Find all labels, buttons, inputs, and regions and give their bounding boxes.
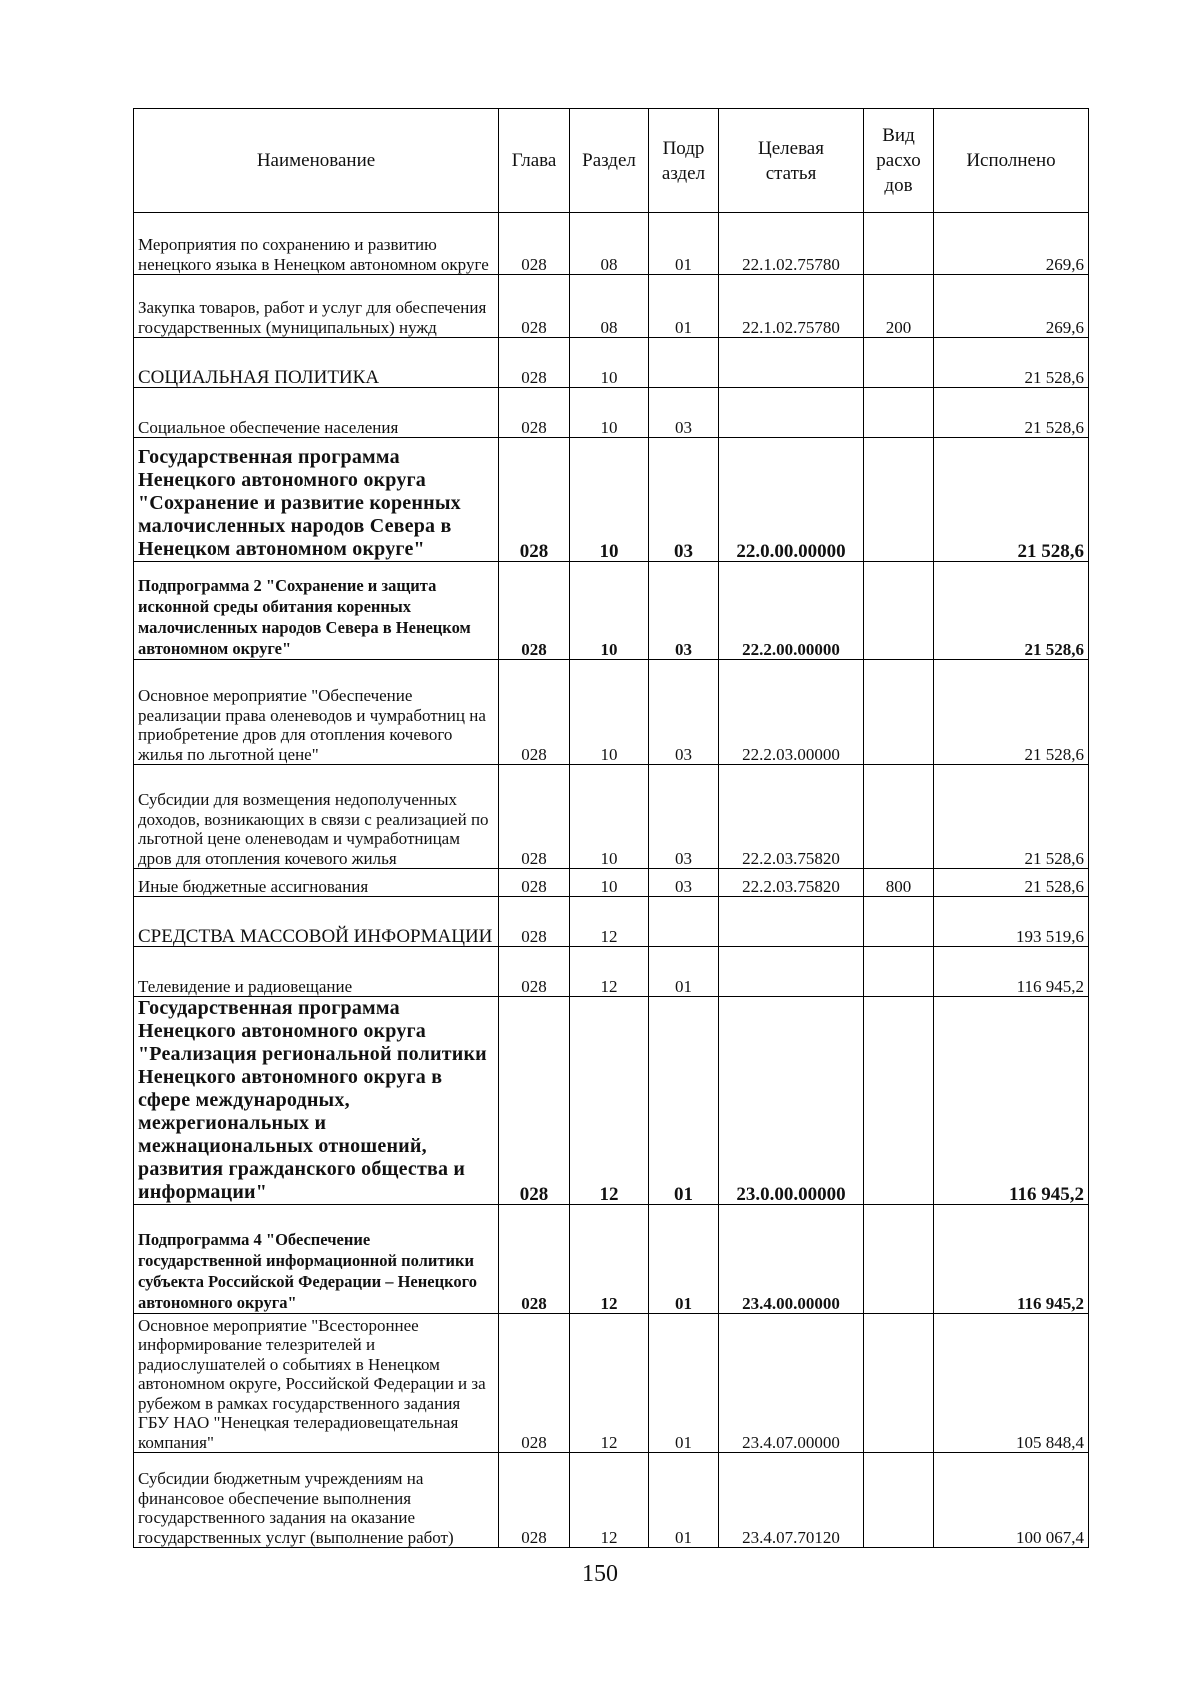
row-target: 22.2.03.75820 bbox=[719, 869, 864, 897]
row-subsection: 01 bbox=[649, 1453, 719, 1548]
row-amount: 269,6 bbox=[934, 213, 1089, 275]
table-row bbox=[134, 388, 1089, 438]
row-name: Основное мероприятие "Обеспечение реализации права оленеводов и чумработниц на приобретение дров для отопления кочевого жилья по льготной цене" bbox=[134, 660, 499, 765]
row-type bbox=[864, 388, 934, 438]
row-chapter: 028 bbox=[499, 1453, 570, 1548]
row-amount: 116 945,2 bbox=[934, 947, 1089, 997]
row-target: 22.1.02.75780 bbox=[719, 275, 864, 338]
table-row bbox=[134, 997, 1089, 1205]
row-chapter: 028 bbox=[499, 338, 570, 388]
row-chapter: 028 bbox=[499, 869, 570, 897]
row-subsection: 03 bbox=[649, 660, 719, 765]
budget-table bbox=[133, 108, 1089, 1548]
header-target-article: Целевая статья bbox=[719, 109, 864, 213]
row-type: 800 bbox=[864, 869, 934, 897]
header-expense-type: Вид расхо дов bbox=[864, 109, 934, 213]
row-target: 23.0.00.00000 bbox=[719, 997, 864, 1205]
row-target: 23.4.07.70120 bbox=[719, 1453, 864, 1548]
table-row bbox=[134, 765, 1089, 869]
header-name: Наименование bbox=[134, 109, 499, 213]
row-amount: 21 528,6 bbox=[934, 438, 1089, 562]
row-chapter: 028 bbox=[499, 947, 570, 997]
row-subsection: 03 bbox=[649, 388, 719, 438]
row-subsection: 03 bbox=[649, 562, 719, 660]
row-section: 10 bbox=[570, 338, 649, 388]
table-row bbox=[134, 1453, 1089, 1548]
row-chapter: 028 bbox=[499, 275, 570, 338]
row-subsection bbox=[649, 897, 719, 947]
row-name: СОЦИАЛЬНАЯ ПОЛИТИКА bbox=[134, 338, 499, 388]
row-section: 12 bbox=[570, 997, 649, 1205]
row-section: 12 bbox=[570, 897, 649, 947]
row-type: 200 bbox=[864, 275, 934, 338]
row-type bbox=[864, 562, 934, 660]
row-name: Иные бюджетные ассигнования bbox=[134, 869, 499, 897]
row-chapter: 028 bbox=[499, 765, 570, 869]
row-amount: 21 528,6 bbox=[934, 660, 1089, 765]
header-chapter: Глава bbox=[499, 109, 570, 213]
row-section: 10 bbox=[570, 438, 649, 562]
row-type bbox=[864, 438, 934, 562]
row-type bbox=[864, 1205, 934, 1314]
table-row bbox=[134, 660, 1089, 765]
row-type bbox=[864, 660, 934, 765]
row-target bbox=[719, 338, 864, 388]
row-chapter: 028 bbox=[499, 1205, 570, 1314]
header-executed: Исполнено bbox=[934, 109, 1089, 213]
row-type bbox=[864, 1453, 934, 1548]
table-row bbox=[134, 1205, 1089, 1314]
row-name: Государственная программа Ненецкого автономного округа "Реализация региональной политики Ненецкого автономного округа в сфере международных, межрегиональных и межнациональных отношений, развития гражданского общества и информации" bbox=[134, 997, 499, 1205]
table-row bbox=[134, 338, 1089, 388]
row-chapter: 028 bbox=[499, 1314, 570, 1453]
row-target bbox=[719, 947, 864, 997]
row-name: Социальное обеспечение населения bbox=[134, 388, 499, 438]
row-target: 22.2.03.75820 bbox=[719, 765, 864, 869]
row-chapter: 028 bbox=[499, 438, 570, 562]
row-name: Мероприятия по сохранению и развитию ненецкого языка в Ненецком автономном округе bbox=[134, 213, 499, 275]
row-amount: 105 848,4 bbox=[934, 1314, 1089, 1453]
row-chapter: 028 bbox=[499, 213, 570, 275]
row-name: Подпрограмма 4 "Обеспечение государственной информационной политики субъекта Российской Федерации – Ненецкого автономного округа" bbox=[134, 1205, 499, 1314]
row-subsection: 03 bbox=[649, 765, 719, 869]
row-subsection: 03 bbox=[649, 869, 719, 897]
table-row bbox=[134, 869, 1089, 897]
row-chapter: 028 bbox=[499, 897, 570, 947]
row-subsection bbox=[649, 338, 719, 388]
table-row bbox=[134, 213, 1089, 275]
row-type bbox=[864, 213, 934, 275]
table-row bbox=[134, 1314, 1089, 1453]
row-amount: 21 528,6 bbox=[934, 338, 1089, 388]
row-chapter: 028 bbox=[499, 997, 570, 1205]
row-target: 23.4.00.00000 bbox=[719, 1205, 864, 1314]
row-type bbox=[864, 997, 934, 1205]
row-amount: 116 945,2 bbox=[934, 997, 1089, 1205]
row-type bbox=[864, 765, 934, 869]
table-row bbox=[134, 275, 1089, 338]
row-chapter: 028 bbox=[499, 660, 570, 765]
row-name: Подпрограмма 2 "Сохранение и защита исконной среды обитания коренных малочисленных народов Севера в Ненецком автономном округе" bbox=[134, 562, 499, 660]
table-row bbox=[134, 438, 1089, 562]
row-section: 12 bbox=[570, 1314, 649, 1453]
row-section: 12 bbox=[570, 1453, 649, 1548]
page-number: 150 bbox=[582, 1561, 618, 1587]
row-target: 22.2.00.00000 bbox=[719, 562, 864, 660]
row-name: Основное мероприятие "Всестороннее информирование телезрителей и радиослушателей о событиях в Ненецком автономном округе, Российской Федерации и за рубежом в рамках государственного задания ГБУ НАО "Ненецкая телерадиовещательная компания" bbox=[134, 1314, 499, 1453]
row-amount: 21 528,6 bbox=[934, 869, 1089, 897]
row-section: 12 bbox=[570, 1205, 649, 1314]
row-section: 12 bbox=[570, 947, 649, 997]
row-amount: 269,6 bbox=[934, 275, 1089, 338]
table-header-row bbox=[134, 109, 1089, 213]
row-subsection: 01 bbox=[649, 275, 719, 338]
row-subsection: 01 bbox=[649, 1314, 719, 1453]
row-chapter: 028 bbox=[499, 562, 570, 660]
row-amount: 116 945,2 bbox=[934, 1205, 1089, 1314]
row-section: 08 bbox=[570, 275, 649, 338]
row-section: 10 bbox=[570, 660, 649, 765]
row-section: 08 bbox=[570, 213, 649, 275]
row-amount: 193 519,6 bbox=[934, 897, 1089, 947]
row-subsection: 01 bbox=[649, 947, 719, 997]
row-subsection: 01 bbox=[649, 1205, 719, 1314]
table-row bbox=[134, 562, 1089, 660]
header-section: Раздел bbox=[570, 109, 649, 213]
table-row bbox=[134, 897, 1089, 947]
row-target bbox=[719, 897, 864, 947]
row-type bbox=[864, 1314, 934, 1453]
row-amount: 21 528,6 bbox=[934, 562, 1089, 660]
header-subsection: Подр аздел bbox=[649, 109, 719, 213]
row-name: Субсидии бюджетным учреждениям на финансовое обеспечение выполнения государственного задания на оказание государственных услуг (выполнение работ) bbox=[134, 1453, 499, 1548]
row-type bbox=[864, 947, 934, 997]
row-name: Закупка товаров, работ и услуг для обеспечения государственных (муниципальных) нужд bbox=[134, 275, 499, 338]
row-amount: 100 067,4 bbox=[934, 1453, 1089, 1548]
row-target: 22.0.00.00000 bbox=[719, 438, 864, 562]
row-subsection: 01 bbox=[649, 213, 719, 275]
row-amount: 21 528,6 bbox=[934, 765, 1089, 869]
row-name: Государственная программа Ненецкого автономного округа "Сохранение и развитие коренных малочисленных народов Севера в Ненецком автономном округе" bbox=[134, 438, 499, 562]
table-row bbox=[134, 947, 1089, 997]
row-type bbox=[864, 897, 934, 947]
row-name: Телевидение и радиовещание bbox=[134, 947, 499, 997]
row-type bbox=[864, 338, 934, 388]
row-chapter: 028 bbox=[499, 388, 570, 438]
row-name: Субсидии для возмещения недополученных доходов, возникающих в связи с реализацией по льготной цене оленеводам и чумработницам дров для отопления кочевого жилья bbox=[134, 765, 499, 869]
row-section: 10 bbox=[570, 765, 649, 869]
row-target: 22.1.02.75780 bbox=[719, 213, 864, 275]
row-target bbox=[719, 388, 864, 438]
row-target: 22.2.03.00000 bbox=[719, 660, 864, 765]
row-name: СРЕДСТВА МАССОВОЙ ИНФОРМАЦИИ bbox=[134, 897, 499, 947]
row-target: 23.4.07.00000 bbox=[719, 1314, 864, 1453]
row-subsection: 03 bbox=[649, 438, 719, 562]
row-section: 10 bbox=[570, 869, 649, 897]
row-amount: 21 528,6 bbox=[934, 388, 1089, 438]
row-subsection: 01 bbox=[649, 997, 719, 1205]
row-section: 10 bbox=[570, 562, 649, 660]
row-section: 10 bbox=[570, 388, 649, 438]
